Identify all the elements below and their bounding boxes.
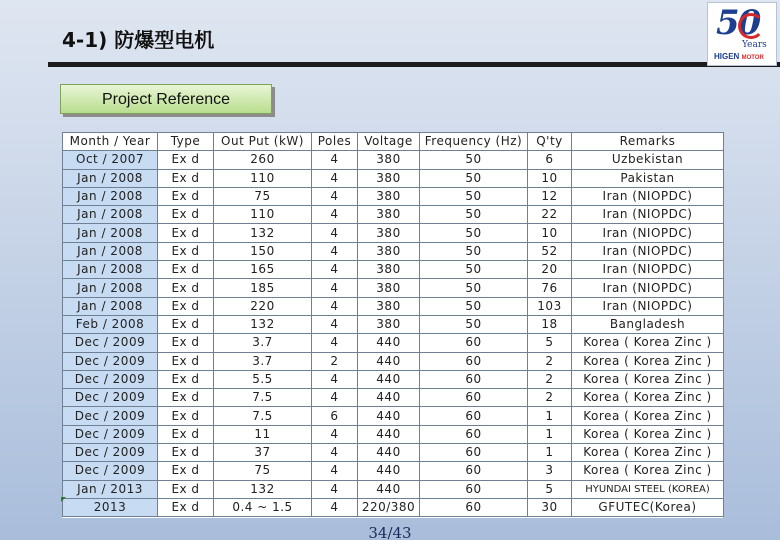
table-row [63,352,724,370]
logo-brand-sub: MOTOR [741,55,764,61]
table-row [63,315,724,333]
table-cell: 50 [420,224,528,242]
table-cell: 440 [358,425,420,443]
table-cell: 4 [312,187,358,205]
reference-table-container [62,132,723,518]
table-cell: 50 [420,187,528,205]
table-row [63,462,724,480]
table-cell: 380 [358,279,420,297]
table-cell: 12 [528,187,572,205]
table-cell: Ex d [158,334,214,352]
table-cell: Korea ( Korea Zinc ) [572,334,724,352]
table-cell: 380 [358,224,420,242]
table-cell: Iran (NIOPDC) [572,297,724,315]
table-cell: Jan / 2008 [63,242,158,260]
table-cell: Ex d [158,498,214,516]
table-cell: 440 [358,370,420,388]
table-cell: Dec / 2009 [63,370,158,388]
table-cell: Ex d [158,187,214,205]
table-cell: 4 [312,480,358,498]
table-row [63,242,724,260]
table-cell: 11 [214,425,312,443]
table-cell: Ex d [158,370,214,388]
table-cell: 132 [214,315,312,333]
table-cell: 260 [214,151,312,169]
column-header: Type [158,133,214,151]
page-title: 4-1) 防爆型电机 [62,28,215,52]
table-cell: 10 [528,169,572,187]
table-cell: 30 [528,498,572,516]
table-cell: 2 [528,352,572,370]
logo-swirl-icon [738,13,764,39]
table-cell: 5 [528,334,572,352]
table-cell: Ex d [158,315,214,333]
table-cell: Ex d [158,279,214,297]
table-cell: 110 [214,206,312,224]
table-cell: Dec / 2009 [63,334,158,352]
logo-years: Years [742,40,767,50]
table-cell: 4 [312,315,358,333]
table-cell: 7.5 [214,407,312,425]
table-cell: Ex d [158,480,214,498]
table-row [63,151,724,169]
project-reference-table [62,132,724,517]
table-cell: 3.7 [214,334,312,352]
table-cell: Bangladesh [572,315,724,333]
column-header: Q'ty [528,133,572,151]
table-cell: Dec / 2009 [63,444,158,462]
table-cell: 60 [420,352,528,370]
table-cell: 50 [420,297,528,315]
table-cell: 4 [312,370,358,388]
table-cell: Jan / 2008 [63,261,158,279]
table-cell: 440 [358,407,420,425]
table-cell: 4 [312,498,358,516]
table-row [63,334,724,352]
table-cell: Korea ( Korea Zinc ) [572,389,724,407]
table-cell: Ex d [158,462,214,480]
table-row [63,425,724,443]
table-cell: Dec / 2009 [63,462,158,480]
table-cell: Ex d [158,169,214,187]
table-cell: Jan / 2008 [63,169,158,187]
table-cell: Jan / 2008 [63,187,158,205]
table-cell: 52 [528,242,572,260]
table-cell: Korea ( Korea Zinc ) [572,425,724,443]
table-cell: Korea ( Korea Zinc ) [572,407,724,425]
table-cell: 4 [312,297,358,315]
table-cell: 150 [214,242,312,260]
table-row [63,224,724,242]
table-row [63,444,724,462]
table-cell: 50 [420,261,528,279]
section-label: Project Reference [60,84,272,114]
table-cell: Dec / 2009 [63,407,158,425]
logo-brand-name: HIGEN [714,52,740,61]
table-row [63,370,724,388]
table-cell: 440 [358,389,420,407]
table-cell: 4 [312,151,358,169]
table-row [63,498,724,516]
table-cell: 50 [420,279,528,297]
table-cell: 103 [528,297,572,315]
table-cell: HYUNDAI STEEL (KOREA) [572,480,724,498]
table-cell: 4 [312,444,358,462]
table-cell: 50 [420,315,528,333]
table-cell: 50 [420,151,528,169]
table-cell: 380 [358,261,420,279]
corner-marker [61,497,66,502]
table-cell: Korea ( Korea Zinc ) [572,444,724,462]
table-cell: 22 [528,206,572,224]
table-cell: Oct / 2007 [63,151,158,169]
table-cell: 20 [528,261,572,279]
table-cell: 440 [358,444,420,462]
table-cell: Korea ( Korea Zinc ) [572,462,724,480]
table-cell: 440 [358,480,420,498]
table-cell: 4 [312,206,358,224]
table-cell: 50 [420,169,528,187]
table-cell: 440 [358,334,420,352]
table-cell: 4 [312,169,358,187]
table-cell: 60 [420,425,528,443]
table-cell: Iran (NIOPDC) [572,279,724,297]
table-cell: 4 [312,224,358,242]
table-cell: 60 [420,444,528,462]
table-cell: 76 [528,279,572,297]
table-cell: 1 [528,425,572,443]
table-cell: Ex d [158,206,214,224]
page-number: 34/43 [368,524,412,540]
table-row [63,480,724,498]
table-cell: Ex d [158,242,214,260]
table-cell: 440 [358,462,420,480]
table-cell: 380 [358,206,420,224]
table-cell: Jan / 2008 [63,206,158,224]
table-cell: 10 [528,224,572,242]
table-cell: 2 [528,370,572,388]
table-cell: Ex d [158,407,214,425]
table-cell: Korea ( Korea Zinc ) [572,352,724,370]
table-cell: 380 [358,315,420,333]
table-row [63,169,724,187]
table-cell: Jan / 2008 [63,279,158,297]
table-cell: 18 [528,315,572,333]
column-header: Poles [312,133,358,151]
table-cell: 37 [214,444,312,462]
column-header: Frequency (Hz) [420,133,528,151]
table-row [63,407,724,425]
table-cell: Jan / 2008 [63,297,158,315]
table-cell: Iran (NIOPDC) [572,206,724,224]
table-cell: 1 [528,407,572,425]
table-cell: 440 [358,352,420,370]
table-cell: Pakistan [572,169,724,187]
table-cell: GFUTEC(Korea) [572,498,724,516]
table-cell: 60 [420,389,528,407]
logo-brand [714,52,764,61]
table-cell: 75 [214,187,312,205]
table-cell: 60 [420,370,528,388]
table-cell: Iran (NIOPDC) [572,224,724,242]
table-cell: Iran (NIOPDC) [572,261,724,279]
table-row [63,297,724,315]
table-cell: 4 [312,261,358,279]
table-cell: 5 [528,480,572,498]
table-cell: 380 [358,297,420,315]
table-row [63,187,724,205]
table-cell: Feb / 2008 [63,315,158,333]
table-cell: 0.4 ~ 1.5 [214,498,312,516]
table-cell: 60 [420,462,528,480]
table-cell: Jan / 2013 [63,480,158,498]
table-cell: Ex d [158,297,214,315]
table-cell: Dec / 2009 [63,425,158,443]
table-cell: Ex d [158,389,214,407]
table-cell: Jan / 2008 [63,224,158,242]
table-cell: Ex d [158,425,214,443]
table-cell: 4 [312,462,358,480]
table-cell: 132 [214,480,312,498]
table-cell: 2 [528,389,572,407]
logo-number: 50 [716,3,760,43]
table-cell: 220/380 [358,498,420,516]
table-cell: Iran (NIOPDC) [572,242,724,260]
column-header: Month / Year [63,133,158,151]
table-cell: 75 [214,462,312,480]
table-cell: 4 [312,425,358,443]
table-cell: 60 [420,480,528,498]
column-header: Voltage [358,133,420,151]
table-cell: Ex d [158,151,214,169]
table-row [63,389,724,407]
table-cell: 4 [312,389,358,407]
table-row [63,279,724,297]
table-cell: 5.5 [214,370,312,388]
table-cell: 7.5 [214,389,312,407]
table-cell: 132 [214,224,312,242]
table-cell: 50 [420,242,528,260]
table-header-row [63,133,724,151]
table-cell: Dec / 2009 [63,352,158,370]
table-body [63,151,724,517]
table-cell: Korea ( Korea Zinc ) [572,370,724,388]
table-cell: 3 [528,462,572,480]
table-cell: 4 [312,334,358,352]
table-row [63,206,724,224]
table-cell: 110 [214,169,312,187]
table-cell: Uzbekistan [572,151,724,169]
table-cell: 2013 [63,498,158,516]
table-cell: Dec / 2009 [63,389,158,407]
table-cell: 4 [312,279,358,297]
column-header: Remarks [572,133,724,151]
table-cell: Iran (NIOPDC) [572,187,724,205]
table-cell: 185 [214,279,312,297]
table-cell: 6 [312,407,358,425]
table-cell: Ex d [158,352,214,370]
table-cell: 3.7 [214,352,312,370]
table-cell: Ex d [158,261,214,279]
table-cell: 50 [420,206,528,224]
table-cell: 220 [214,297,312,315]
table-cell: 380 [358,169,420,187]
table-cell: 1 [528,444,572,462]
table-cell: Ex d [158,444,214,462]
table-cell: 4 [312,242,358,260]
company-logo [707,2,777,66]
table-cell: 2 [312,352,358,370]
table-cell: 165 [214,261,312,279]
column-header: Out Put (kW) [214,133,312,151]
table-cell: 380 [358,242,420,260]
title-divider [48,62,780,67]
table-cell: 380 [358,187,420,205]
table-cell: 60 [420,334,528,352]
table-cell: 380 [358,151,420,169]
table-cell: 6 [528,151,572,169]
table-cell: Ex d [158,224,214,242]
table-row [63,261,724,279]
table-cell: 60 [420,407,528,425]
table-cell: 60 [420,498,528,516]
